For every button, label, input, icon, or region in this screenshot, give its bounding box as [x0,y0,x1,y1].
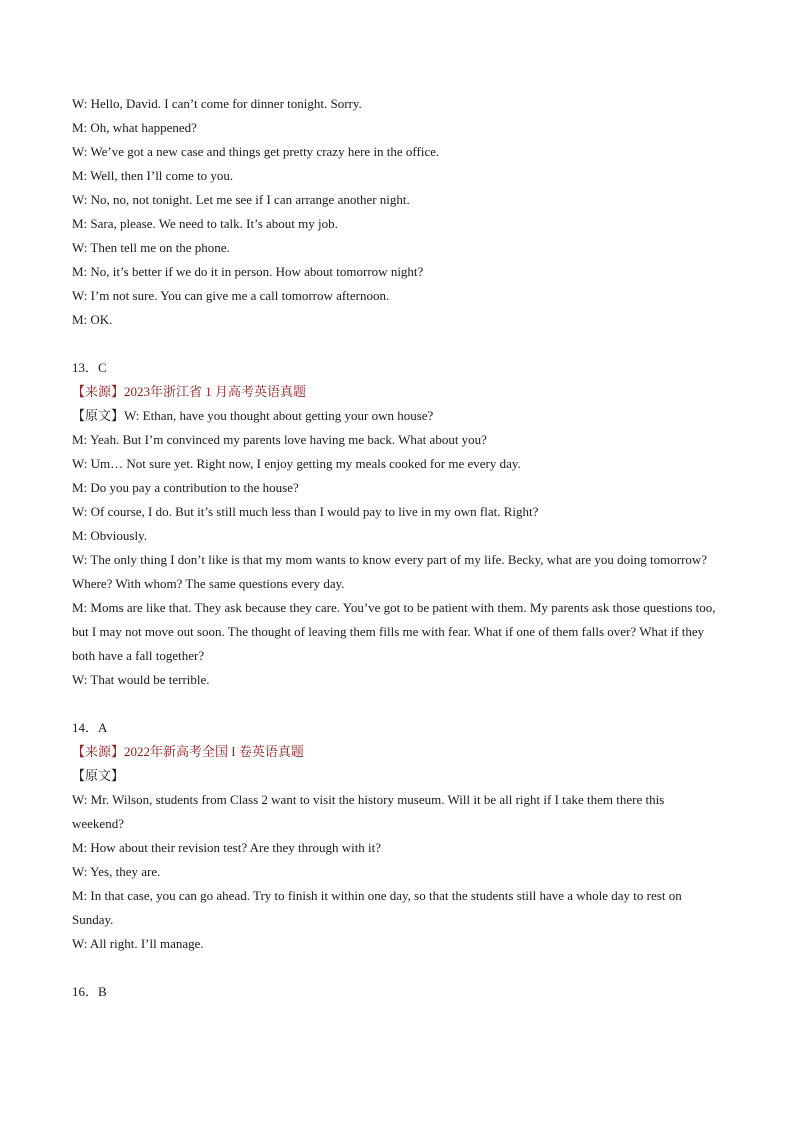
dialogue-line: M: Do you pay a contribution to the house? [72,480,299,495]
dialogue-line: W: Um… Not sure yet. Right now, I enjoy getting my meals cooked for me every day. [72,456,521,471]
dialogue-line: W: Then tell me on the phone. [72,240,230,255]
question-16-block [72,980,717,1004]
document-page [72,92,717,1004]
spacer [72,692,717,716]
dialogue-line: M: Moms are like that. They ask because they care. You’ve got to be patient with them. My parents ask those questions too, but I may not move out soon. The thought of leaving them fills me with fear. What if one of them falls over? What if they both have a fall together? [72,600,716,663]
dialogue-line: W: I’m not sure. You can give me a call tomorrow afternoon. [72,288,390,303]
dialogue-line: M: How about their revision test? Are they through with it? [72,840,382,855]
dialogue-line: W: That would be terrible. [72,672,210,687]
source-text: 2023年浙江省 1 月高考英语真题 [124,384,307,399]
dialogue-line: M: Oh, what happened? [72,120,197,135]
dialogue-line: W: Hello, David. I can’t come for dinner tonight. Sorry. [72,96,362,111]
dialogue-line: M: Sara, please. We need to talk. It’s about my job. [72,216,338,231]
dialogue-line: M: Obviously. [72,528,147,543]
original-label: 【原文】 [72,408,125,423]
question-14-block [72,716,717,956]
dialogue-line: M: Well, then I’ll come to you. [72,168,234,183]
dialogue-line: M: In that case, you can go ahead. Try to finish it within one day, so that the students still have a whole day to rest on Sunday. [72,888,682,927]
dialogue-line: M: No, it’s better if we do it in person. How about tomorrow night? [72,264,424,279]
source-line [72,740,717,764]
dialogue-block-intro [72,92,717,332]
question-number: 16．B [72,984,107,999]
question-number: 14．A [72,720,108,735]
dialogue-line: W: The only thing I don’t like is that my mom wants to know every part of my life. Becky, what are you doing tomorrow? Where? With whom? The same questions every day. [72,552,708,591]
source-bracket: 【来源】 [72,744,125,759]
dialogue-line: W: Mr. Wilson, students from Class 2 want to visit the history museum. Will it be all right if I take them there this weekend? [72,792,665,831]
source-text: 2022年新高考全国 I 卷英语真题 [124,744,304,759]
dialogue-line: W: No, no, not tonight. Let me see if I can arrange another night. [72,192,410,207]
question-13-block [72,356,717,692]
dialogue-line: M: OK. [72,312,113,327]
dialogue-line: W: Of course, I do. But it’s still much less than I would pay to live in my own flat. Right? [72,504,539,519]
question-number: 13．C [72,360,107,375]
spacer [72,956,717,980]
source-line [72,380,717,404]
source-bracket: 【来源】 [72,384,125,399]
dialogue-text: W: Ethan, have you thought about getting your own house? [124,408,434,423]
dialogue-line: W: All right. I’ll manage. [72,936,204,951]
dialogue-line: W: We’ve got a new case and things get pretty crazy here in the office. [72,144,440,159]
original-label: 【原文】 [72,768,125,783]
dialogue-line: W: Yes, they are. [72,864,161,879]
spacer [72,332,717,356]
original-text-line [72,404,717,428]
dialogue-line: M: Yeah. But I’m convinced my parents love having me back. What about you? [72,432,487,447]
